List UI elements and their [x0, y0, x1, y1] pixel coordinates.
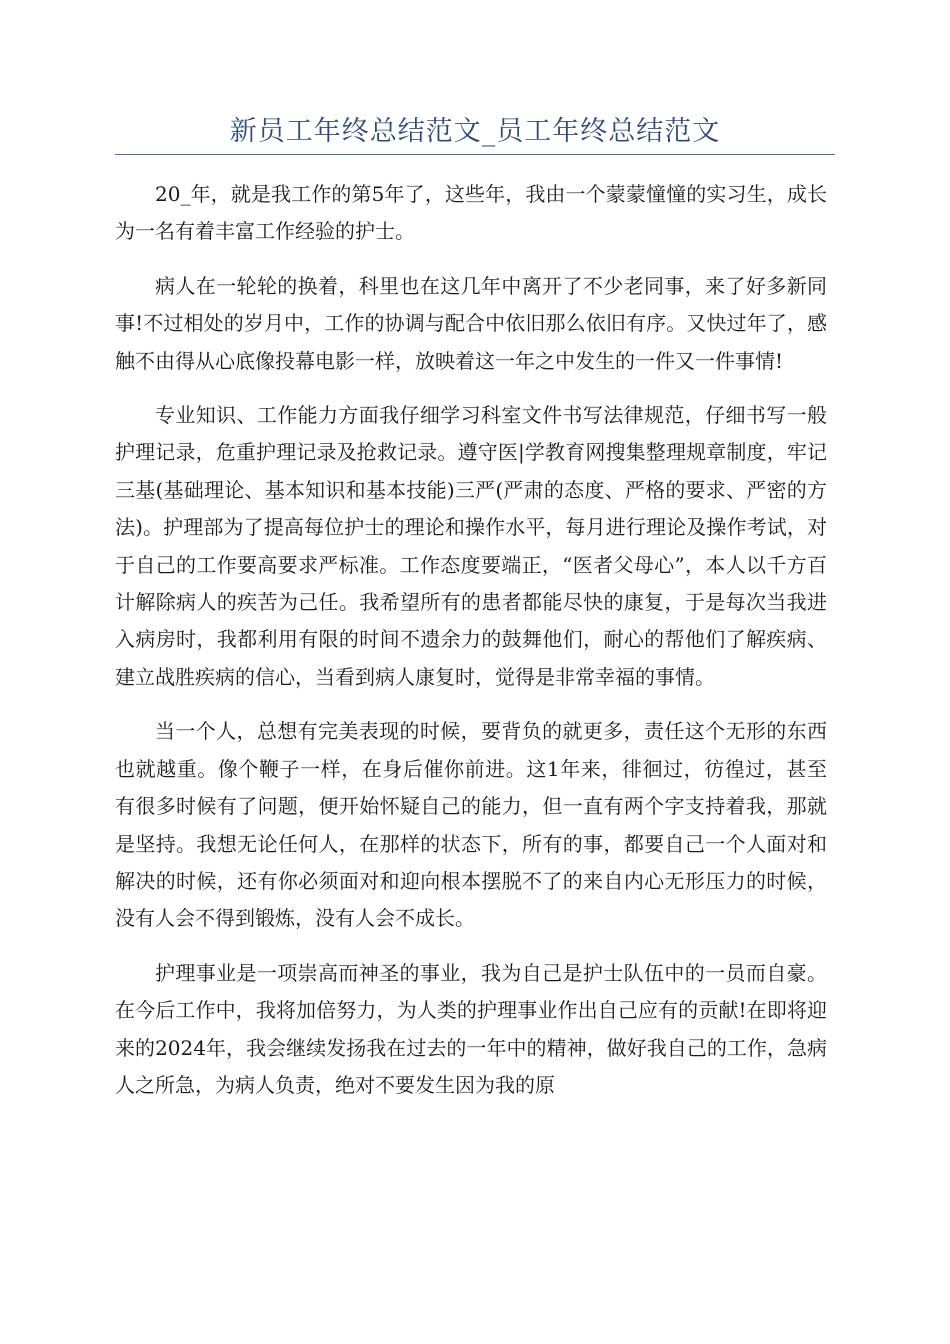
paragraph: 病人在一轮轮的换着，科里也在这几年中离开了不少老同事，来了好多新同事!不过相处的岁月中，工作的协调与配合中依旧那么依旧有序。又快过年了，感触不由得从心底像投幕电影一样，放映着这一年之中发生的一件又一件事情!	[115, 273, 827, 373]
document-body	[115, 176, 827, 1121]
paragraph: 护理事业是一项崇高而神圣的事业，我为自己是护士队伍中的一员而自豪。在今后工作中，我将加倍努力，为人类的护理事业作出自己应有的贡献!在即将迎来的2024年，我会继续发扬我在过去的一年中的精神，做好我自己的工作，急病人之所急，为病人负责，绝对不要发生因为我的原	[115, 960, 827, 1097]
document-title: 新员工年终总结范文_员工年终总结范文	[229, 116, 721, 147]
paragraph: 当一个人，总想有完美表现的时候，要背负的就更多，责任这个无形的东西也就越重。像个鞭子一样，在身后催你前进。这1年来，徘徊过，彷徨过，甚至有很多时候有了问题，便开始怀疑自己的能力，但一直有两个字支持着我，那就是坚持。我想无论任何人，在那样的状态下，所有的事，都要自己一个人面对和解决的时候，还有你必须面对和迎向根本摆脱不了的来自内心无形压力的时候，没有人会不得到锻炼，没有人会不成长。	[115, 719, 827, 931]
title-underline	[115, 154, 835, 155]
paragraph: 20_年，就是我工作的第5年了，这些年，我由一个蒙蒙憧憧的实习生，成长为一名有着丰富工作经验的护士。	[115, 182, 827, 244]
paragraph: 专业知识、工作能力方面我仔细学习科室文件书写法律规范，仔细书写一般护理记录，危重护理记录及抢救记录。遵守医|学教育网搜集整理规章制度，牢记三基(基础理论、基本知识和基本技能)三严(严肃的态度、严格的要求、严密的方法)。护理部为了提高每位护士的理论和操作水平，每月进行理论及操作考试，对于自己的工作要高要求严标准。工作态度要端正，“医者父母心”，本人以千方百计解除病人的疾苦为己任。我希望所有的患者都能尽快的康复，于是每次当我进入病房时，我都利用有限的时间不遗余力的鼓舞他们，耐心的帮他们了解疾病、建立战胜疾病的信心，当看到病人康复时，觉得是非常幸福的事情。	[115, 403, 827, 689]
